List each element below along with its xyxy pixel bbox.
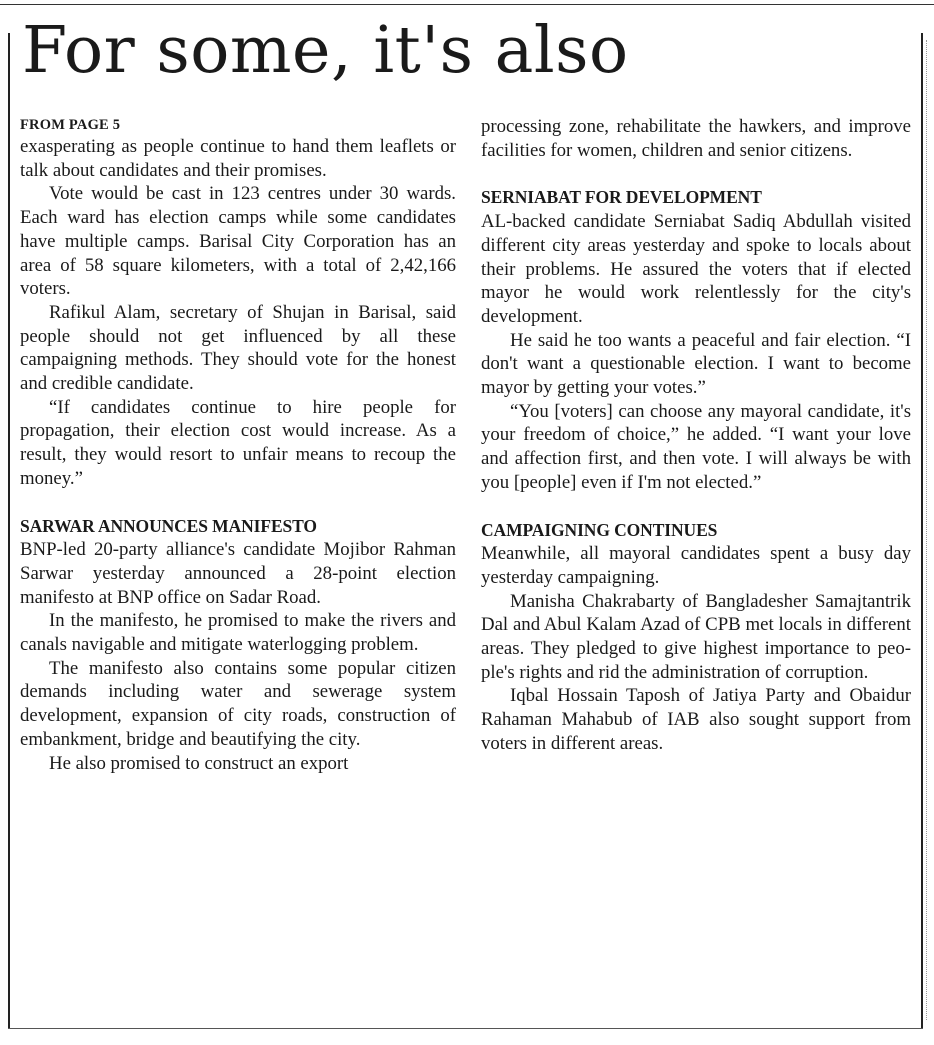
paragraph: “If candidates continue to hire people for propagation, their election cost would increase. As a result, they would resort to unfair means to recoup the money.” (20, 396, 456, 489)
paragraph: He said he too wants a peaceful and fair election. “I don't want a questionable election. I want to become mayor by getting your votes.” (481, 329, 911, 399)
paragraph: He also promised to construct an export (49, 752, 349, 774)
paragraph: Meanwhile, all mayoral candidates spent a busy day yesterday campaigning. (481, 543, 911, 588)
paragraph: BNP-led 20-party alliance's candidate Mojibor Rahman Sarwar yesterday announced a 28-point election manifesto at BNP office on Sadar Road. (20, 539, 456, 608)
paragraph: Manisha Chakrabarty of Bangladesher Samajtantrik Dal and Abul Kalam Azad of CPB met locals in different areas. They pledged to give highest importance to people's rights and rid the administration of corruption. (481, 590, 911, 683)
article-column-2 (481, 115, 911, 756)
page-edge (926, 40, 934, 1020)
paragraph: Vote would be cast in 123 centres under 30 wards. Each ward has election camps while some candidates have multiple camps. Barisal City Corporation has an area of 58 square kilometers, with a total of 2,42,166 voters. (20, 183, 456, 300)
paragraph: In the manifesto, he promised to make the rivers and canals navigable and mitigate waterlogging problem. (20, 610, 456, 656)
headline: For some, it's also (22, 13, 629, 88)
bottom-rule (8, 1028, 923, 1029)
paragraph: exasperating as people continue to hand them leaflets or talk about candidates and their promises. (20, 136, 456, 181)
article-column-1 (20, 115, 456, 775)
paragraph: AL-backed candidate Serniabat Sadiq Abdullah visited different city areas yesterday and spoke to locals about their problems. He assured the voters that if elected mayor he would work relentlessly for the city's development. (481, 211, 911, 327)
paragraph: processing zone, rehabilitate the hawkers, and improve facilities for women, children and senior citizens. (481, 116, 911, 161)
from-page-label: FROM PAGE 5 (20, 117, 121, 133)
section-heading-serniabat: SERNIABAT FOR DEVELOPMENT (481, 187, 762, 208)
right-border (921, 33, 923, 1028)
section-heading-campaigning: CAMPAIGNING CONTINUES (481, 519, 718, 540)
paragraph: Rafikul Alam, secretary of Shujan in Barisal, said people should not get influenced by all these campaigning methods. They should vote for the honest and credible candidate. (20, 301, 456, 395)
left-border (8, 33, 10, 1028)
paragraph: The manifesto also contains some popular citizen demands including water and sewerage system development, expansion of city roads, construction of embankment, bridge and beautifying the city. (20, 657, 456, 750)
paragraph: Iqbal Hossain Taposh of Jatiya Party and Obaidur Rahaman Mahabub of IAB also sought support from voters in different areas. (481, 685, 911, 754)
section-heading-sarwar: SARWAR ANNOUNCES MANIFESTO (20, 515, 317, 536)
top-rule (0, 4, 934, 5)
paragraph: “You [voters] can choose any mayoral candidate, it's your freedom of choice,” he added. “I want your love and affection first, and then vote. I will always be with you [people] even if I'm not elected.” (481, 400, 911, 493)
